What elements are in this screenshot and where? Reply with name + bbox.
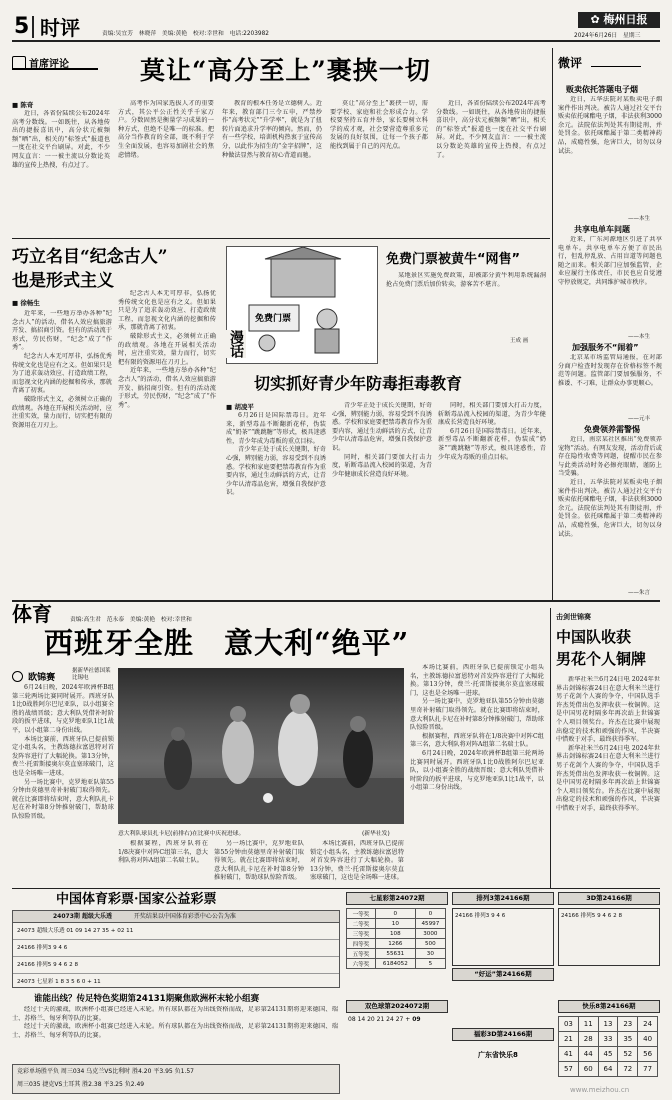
prize-cell: 四等奖 [347,939,376,949]
commentary-icon [12,56,26,70]
kl8-row [559,1047,658,1062]
article2-author: ■ 徐畅生 [12,299,40,307]
lottery-notice-title: 谁能出线？传足特色奖期第24131期聚焦欧洲杯末轮小组赛 [34,994,260,1004]
kl8-number: 72 [618,1062,638,1077]
article3-col-1: 6月26日是国际禁毒日。近年来，新型毒品不断翻新花样，伪装成“奶茶”“跳跳糖”等形式，极具迷惑性，青少年成为毒贩的重点目标。 青少年正处于成长关键期，好奇心强，辨别能力弱，容易受到不良诱惑。学校和家庭要把禁毒教育作为重要内容，通过生动鲜活的方式，让青少年认清毒品危害，增强自我保护意识。 [226,412,326,497]
kl8-row [559,1032,658,1047]
sports-sidebar-divider [550,608,551,888]
ssq-red-balls: 08 14 20 21 24 27 + [348,1016,411,1023]
cartoon-sign: 免费门票 [255,314,292,324]
page-number: 5 [14,14,30,39]
commentary-col-4 [330,100,428,232]
weiping-body-2: 近来，广东河源地区引进了共享电单车。共享电单车方便了市民出行，但乱停乱放、占用盲道等问题也随之而来。相关部门应加强监管，企业应履行主体责任，市民也应自觉遵守停放规定，共同维护城市秩序。 [558,236,662,286]
prize-table [346,908,446,969]
weiping-body-4: 近日，南京某社区推出“免费领养宠物”活动。有网友发现，活动背后或存在隐性收费等问题，提醒市民在参与此类活动时务必擦亮眼睛，谨防上当受骗。 近日，五华法院对某贩卖电子烟案件作出判决。被告人通过社交平台贩卖依托咪酯电子烟，非法获利3000余元。法院依法判处其有期徒刑，并处罚金。依托咪酯属于第二类精神药品，成瘾性强，危害巨大，切勿以身试法。 [558,436,662,538]
prize-row [347,959,446,969]
kl8-number: 40 [638,1032,658,1047]
commentary-author: ■ 陈奇 [12,101,34,109]
sports-col-3: 另一场比赛中，克罗地亚队第55分钟由莫德里奇补射破门取得领先。就在比赛即将结束时，意大利队扎卡尼在补时第8分钟推射破门，帮助球队惊险晋级。 [214,840,304,882]
masthead-divider [32,16,34,38]
cartoon-caption: 某地景区实施免费政策，却被部分黄牛利用系统漏洞抢占免费门票后加价转卖，游客苦不堪言。 [386,272,546,288]
fc-title-7: 广东省快乐8 [478,1051,518,1059]
prize-cell: 3000 [415,929,445,939]
weiping-tag: 微评 [558,52,641,71]
lottery-row-4: 24073 七星彩 1 8 3 5 6 0 + 11 [17,979,101,985]
football-icon [12,671,23,682]
sports-col-4: 本场比赛前，西班牙队已提前锁定小组头名，主教练德拉富恩特对首发阵容进行了大幅轮换。第13分钟，费兰·托雷斯接奥尔莫直塞球破门，这也是全场唯一进球。 [310,840,404,882]
sports-section-title: 体育 [12,602,52,626]
article3-headline: 切实抓好青少年防毒拒毒教育 [254,374,463,393]
kl8-number: 03 [559,1017,579,1032]
kl8-number: 23 [618,1017,638,1032]
kl8-table [558,1016,658,1077]
commentary-rule [12,238,550,239]
fc-box-2-line: 24166 排列3 9 4 6 [455,913,506,919]
commentary-col-3 [222,100,322,232]
weiping-byline-4: ——朱言 [628,590,651,596]
commentary-p1: 近日，各省份陆续公布2024年高考分数线。一如既往，从各地传出的捷报喜讯中，高分状元被频频“晒”出，相关的“标签式”报道也一度在社交平台刷屏。对此，不少网友直言：一一被主流以分数论英雄的宣传上热搜，有点过了。 [12,110,110,169]
prize-cell: 55631 [375,949,415,959]
sports-headline: 西班牙全胜 意大利“绝平” [44,626,410,660]
lottery-footer-1: 竞彩单场胜平负 周三034 乌克兰VS比利时 胜4.20 平3.95 负1.57 [17,1068,194,1075]
weiping-title-1: 贩卖依托答题电子烟 [566,85,638,94]
prize-cell: 30 [415,949,445,959]
watermark: www.meizhou.cn [570,1086,630,1094]
article3-author: ■ 胡凌平 [226,403,254,411]
kl8-number: 64 [598,1062,618,1077]
commentary-p3: 教育的根本任务是立德树人。近年来，教育部门三令五申，严禁炒作“高考状元”“升学率”，就是为了扭转片面追求升学率的倾向。然而，仍有一些学校、培训机构热衷于宣传高分，以此作为招生的“金字招牌”，这种做法显然与教育初心背道而驰。 [222,100,322,159]
lottery-title: 中国体育彩票·国家公益彩票 [56,892,217,907]
euro-tag: 欧锦赛 [12,666,55,685]
lottery-table-area [12,922,340,988]
kl8-number: 52 [618,1047,638,1062]
cartoon-illustration [227,247,377,363]
fc-title-4-box: “好运”第24166期 [452,968,554,981]
weiping-title-3: 加强服务不“闹着” [572,343,639,352]
kl8-number: 45 [598,1047,618,1062]
fc-box-2 [452,908,554,966]
kl8-number: 57 [559,1062,579,1077]
commentary-col-5 [436,100,546,232]
prize-cell: 三等奖 [347,929,376,939]
weiping-title-4: 免费领养需警惕 [584,425,640,434]
kl8-number: 44 [578,1047,598,1062]
prize-cell: 二等奖 [347,919,376,929]
kl8-number: 24 [638,1017,658,1032]
kl8-number: 77 [638,1062,658,1077]
masthead-date: 2024年6月26日 星期三 [574,33,641,39]
prize-cell: 一等奖 [347,909,376,919]
lottery-rule [12,888,660,889]
article2-col-2: 纪念古人本无可厚非，弘扬优秀传统文化也是应有之义。但如果只是为了追求轰动效应、打造政绩工程，而忽视文化内涵的挖掘和传承，那就背离了初衷。 破除形式主义，必须树立正确的政绩观。各地在开展相关活动时，应注重实效，量力而行，切实把有限的资源用在刀刃上。 近年来，一些地方举办各种“纪念古人”的活动，借名人效应搞旅游开发、搞招商引资。但有的活动流于形式，劳民伤财，“纪念”成了“作秀”。 [118,290,216,409]
sports-rule-top [12,600,660,602]
lottery-footer-2: 周三035 捷克VS土耳其 胜2.38 平3.25 负2.49 [17,1081,145,1088]
weiping-byline-2: ——本生 [628,334,651,340]
weiping-byline-3: ——元丰 [628,416,651,422]
article3-col-3: 同时，相关部门要加大打击力度，斩断毒品流入校园的渠道，为青少年健康成长营造良好环境。 6月26日是国际禁毒日。近年来，新型毒品不断翻新花样，伪装成“奶茶”“跳跳糖”等形式，极具迷惑性，青少年成为毒贩的重点目标。 [438,402,546,461]
column-tag: 首席评论 [12,52,98,70]
fc-title-3-box: 3D第24166期 [558,892,660,905]
prize-cell: 10 [375,919,415,929]
football-players-illustration [118,668,404,824]
fc-box-3-line: 24166 排列5 9 4 6 2 8 [561,913,623,919]
ssq-numbers [348,1016,448,1023]
photo-caption: 意大利队球员扎卡尼(前排右)在比赛中庆祝进球。 [118,831,245,837]
sports-photo [118,668,404,824]
sports-col-5: 本场比赛前，西班牙队已提前锁定小组头名，主教练德拉富恩特对首发阵容进行了大幅轮换。第13分钟，费兰·托雷斯接奥尔莫直塞球破门，这也是全场唯一进球。 另一场比赛中，克罗地亚队第55分钟由莫德里奇补射破门取得领先。就在比赛即将结束时，意大利队扎卡尼在补时第8分钟推射破门，帮助球队惊险晋级。 根据赛程，西班牙队将在1/8决赛中对阵C组第三名，意大利队将对阵A组第二名瑞士队。 6月24日晚，2024年欧洲杯B组第三轮两场比赛同时展开。西班牙队1比0战胜阿尔巴尼亚队，以小组赛全胜的战绩晋级；意大利队凭借补时阶段的扳平进球，与克罗地亚队1比1战平，以小组第二身份出线。 [410,664,544,792]
prize-cell: 1266 [375,939,415,949]
kl8-number: 60 [578,1062,598,1077]
lottery-row-2: 24166 排列3 9 4 6 [13,940,339,957]
photo-credit: (新华社发) [362,831,390,837]
prize-row [347,929,446,939]
cartoon-frame [226,246,378,364]
kl8-number: 35 [618,1032,638,1047]
prize-cell: 108 [375,929,415,939]
fc-title-1-box: 七星彩第24072期 [346,892,448,905]
prize-cell: 6184052 [375,959,415,969]
article2-headline-1: 巧立名目“纪念古人” [12,247,168,267]
section-title: 时评 [40,16,80,40]
kl8-number: 41 [559,1047,579,1062]
commentary-p5: 近日，各省份陆续公布2024年高考分数线。一如既往，从各地传出的捷报喜讯中，高分状元被频频“晒”出，相关的“标签式”报道也一度在社交平台刷屏。对此，不少网友直言：一一被主流以分数论英雄的宣传上热搜，有点过了。 [436,100,546,159]
prize-cell: 45997 [415,919,445,929]
kl8-row [559,1062,658,1077]
logo [578,12,660,28]
weiping-title-2: 共享电单车问题 [574,225,630,234]
commentary-col-1 [12,110,110,232]
commentary-p4: 莫让“高分至上”裹挟一切，需要学校、家庭和社会形成合力。学校要坚持五育并举，家长要树立科学的成才观，社会要营造尊重多元发展的良好氛围，让每一个孩子都能找到属于自己的闪光点。 [330,100,428,150]
kl8-number: 33 [598,1032,618,1047]
article2-col-1: 近年来，一些地方举办各种“纪念古人”的活动，借名人效应搞旅游开发、搞招商引资。但有的活动流于形式，劳民伤财，“纪念”成了“作秀”。 纪念古人本无可厚非，弘扬优秀传统文化也是应有之义。但如果只是为了追求轰动效应、打造政绩工程，而忽视文化内涵的挖掘和传承，那就背离了初衷。 破除形式主义，必须树立正确的政绩观。各地在开展相关活动时，应注重实效，量力而行，切实把有限的资源用在刀刃上。 [12,310,112,429]
prize-row [347,949,446,959]
kl8-number: 13 [598,1017,618,1032]
prize-row [347,939,446,949]
prize-cell: 0 [415,909,445,919]
prize-cell: 六等奖 [347,959,376,969]
commentary-p2: 高考作为国家选拔人才的重要方式，其公平公正性关乎千家万户。分数固然是衡量学习成果的一种方式，但绝不是唯一的标准。把高分当作教育的全部，既不利于学生全面发展，也容易加剧社会的焦虑情绪。 [118,100,214,159]
lottery-notice-body: 经过十天的激战，欧洲杯小组赛已经进入末轮。所有球队都在为出线资格而战，足彩第24131期将迎来德国、瑞士、苏格兰、匈牙利等队的比赛。 经过十天的激战，欧洲杯小组赛已经进入末轮。所有球队都在为出线资格而战，足彩第24131期将迎来德国、瑞士、苏格兰、匈牙利等队的比赛。 [12,1006,338,1039]
weiping-body-3: 北京某市场监管局通报，在对部分商户检查时发现存在价格标签不规范等问题。监管部门要加强服务，不推诿、不刁难，让群众办事更顺心。 [558,354,662,387]
prize-row [347,919,446,929]
weiping-byline-1: ——本生 [628,216,651,222]
cartoon-tag: 漫话 [228,330,244,358]
prize-row [347,909,446,919]
prize-cell: 0 [375,909,415,919]
article3-col-2: 青少年正处于成长关键期，好奇心强，辨别能力弱，容易受到不良诱惑。学校和家庭要把禁毒教育作为重要内容，通过生动鲜活的方式，让青少年认清毒品危害，增强自我保护意识。 同时，相关部门要加大打击力度，斩断毒品流入校园的渠道，为青少年健康成长营造良好环境。 [332,402,432,478]
sports-col-1: 6月24日晚，2024年欧洲杯B组第三轮两场比赛同时展开。西班牙队1比0战胜阿尔巴尼亚队，以小组赛全胜的战绩晋级；意大利队凭借补时阶段的扳平进球，与克罗地亚队1比1战平，以小组第二身份出线。 本场比赛前，西班牙队已提前锁定小组头名，主教练德拉富恩特对首发阵容进行了大幅轮换。第13分钟，费兰·托雷斯接奥尔莫直塞球破门，这也是全场唯一进球。 另一场比赛中，克罗地亚队第55分钟由莫德里奇补射破门取得领先。就在比赛即将结束时，意大利队扎卡尼在补时第8分钟推射破门，帮助球队惊险晋级。 [12,684,114,820]
cartoon-byline: 王成 画 [510,338,529,344]
fc-title-2-box: 排列3第24166期 [452,892,554,905]
china-team-tag: 击剑世锦赛 [556,613,591,621]
kl8-row [559,1017,658,1032]
fc-title-5-box: 双色球第2024072期 [346,1000,448,1013]
sports-col-2: 根据赛程，西班牙队将在1/8决赛中对阵C组第三名，意大利队将对阵A组第二名瑞士队。 [118,840,208,865]
lottery-row-1: 24073 超级大乐透 01 09 14 27 35 + 02 11 [13,923,339,940]
logo-text: 梅州日报 [603,13,648,26]
article2-headline-2: 也是形式主义 [12,271,114,291]
commentary-col-2 [118,100,214,232]
cartoon-title: 免费门票被黄牛“网售” [386,252,521,267]
lottery-row-3: 24166 排列5 9 4 6 2 8 [13,957,339,974]
results-note: 开奖结果以中国体育彩票中心公告为准 [133,913,236,920]
sports-source: 据新华社德国莱比锡电 [72,668,111,681]
masthead-editors: 责编:吴宜芳 林晓萍 美编:黄艳 校对:幸世和 电话:2203982 [102,31,269,37]
kl8-number: 28 [578,1032,598,1047]
kl8-number: 21 [559,1032,579,1047]
china-team-headline-2: 男花个人铜牌 [556,650,647,668]
kl8-number: 11 [578,1017,598,1032]
logo-icon: ✿ [590,13,600,26]
masthead-rule [12,40,660,42]
kl8-number: 56 [638,1047,658,1062]
lottery-footer [12,1064,340,1094]
fc-box-3 [558,908,660,966]
prize-cell: 五等奖 [347,949,376,959]
ssq-blue-ball: 09 [412,1016,421,1023]
prize-cell: 500 [415,939,445,949]
sidebar-divider [552,48,553,600]
weiping-pencil-icon [591,58,641,67]
prize-cell: 5 [415,959,445,969]
weiping-body-1: 近日，五华法院对某贩卖电子烟案件作出判决。被告人通过社交平台贩卖依托咪酯电子烟，非法获利3000余元。法院依法判处其有期徒刑，并处罚金。依托咪酯属于第二类精神药品，成瘾性强，危害巨大，切勿以身试法。 [558,96,662,155]
fc-title-8-box: 快乐8第24166期 [558,1000,660,1013]
fc-title-6-box: 福彩3D第24166期 [452,1028,554,1041]
china-team-body: 新华社米兰6月24日电 2024年世界击剑锦标赛24日在意大利米兰进行男子花剑个人赛的争夺，中国队选手许杰凭借出色发挥收获一枚铜牌。这是中国男花时隔多年再次站上世锦赛个人项目领奖台。许杰在比赛中展现出稳定的技术和顽强的作风，半决赛中惜败于对手，最终获得季军。 新华社米兰6月24日电 2024年世界击剑锦标赛24日在意大利米兰进行男子花剑个人赛的争夺，中国队选手许杰凭借出色发挥收获一枚铜牌。这是中国男花时隔多年再次站上世锦赛个人项目领奖台。许杰在比赛中展现出稳定的技术和顽强的作风，半决赛中惜败于对手，最终获得季军。 [556,676,660,812]
ssq-title: 24073期 超级大乐透 [53,913,112,920]
china-team-headline-1: 中国队收获 [556,628,632,646]
sports-editors: 责编:高生君 范永泰 美编:黄艳 校对:幸世和 [70,617,192,623]
commentary-headline: 莫让“高分至上”裹挟一切 [140,56,431,85]
